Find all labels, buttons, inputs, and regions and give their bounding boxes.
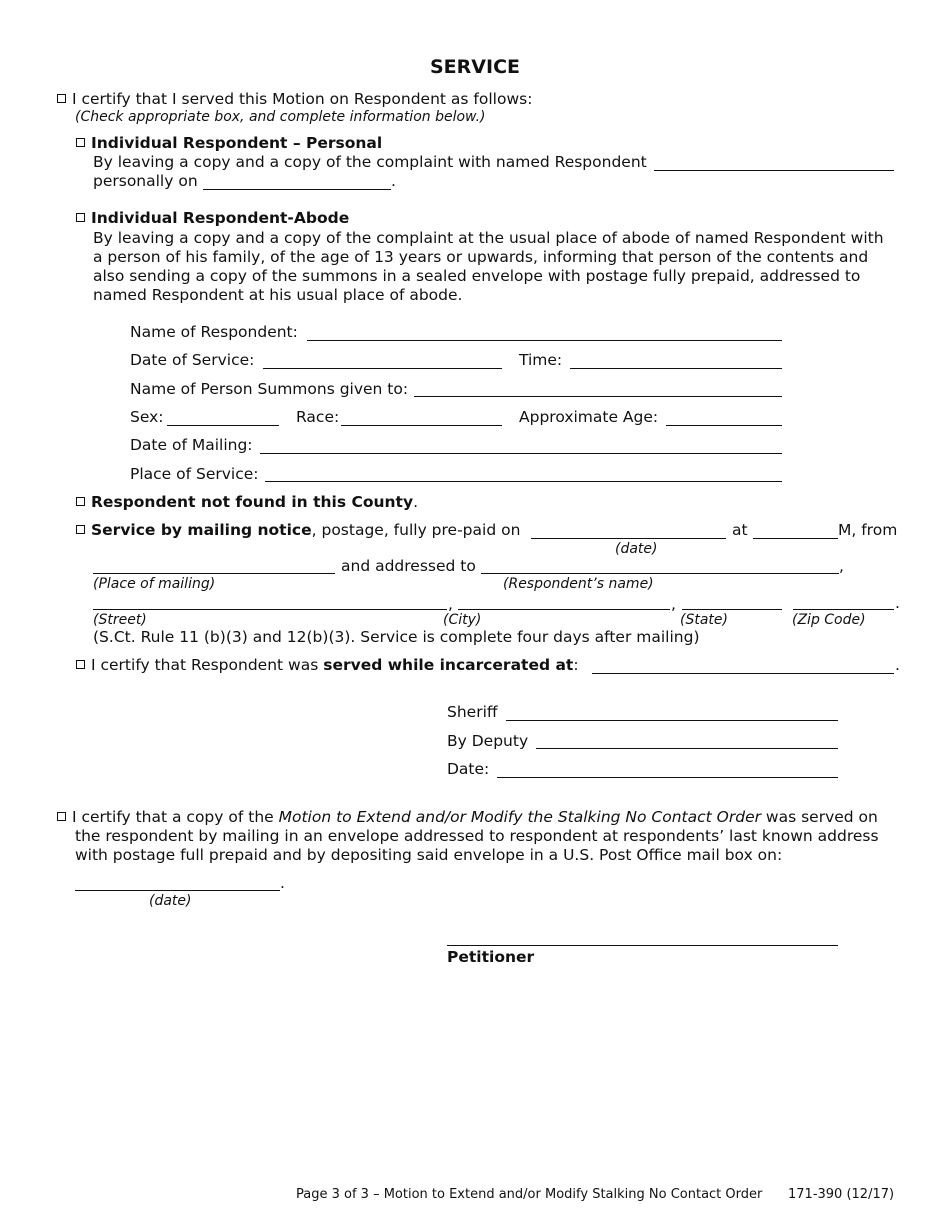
approx-age-field[interactable] [666,425,782,426]
zip-period: . [895,594,900,612]
copy-cert-period: . [280,874,285,892]
abode-line-3: also sending a copy of the summons in a sealed envelope with postage fully prepaid, addressed to [93,267,861,285]
mailing-date-caption: (date) [615,541,658,557]
addressed-to-label: and addressed to [341,557,476,575]
place-of-service-field[interactable] [265,481,782,482]
street-caption: (Street) [93,612,147,628]
personal-respondent-field[interactable] [654,170,894,171]
personal-period: . [391,172,396,190]
personal-text1: By leaving a copy and a copy of the complaint with named Respondent [93,153,647,171]
time-field[interactable] [570,368,782,369]
footer-form-number: 171-390 (12/17) [788,1187,895,1202]
personal-text2: personally on [93,172,198,190]
copy-cert-date-field[interactable] [75,890,280,891]
incarcerated-period: . [895,656,900,674]
sheriff-field[interactable] [506,720,838,721]
mailing-date-field[interactable] [531,538,726,539]
personal-heading: Individual Respondent – Personal [91,134,383,152]
sheriff-label: Sheriff [447,703,498,721]
footer-page: Page 3 of 3 – Motion to Extend and/or Modify Stalking No Contact Order [296,1187,763,1202]
abode-checkbox[interactable] [76,213,85,222]
cert-served-checkbox[interactable] [57,94,66,103]
page-title: SERVICE [430,56,520,78]
sig-date-field[interactable] [497,777,838,778]
cert-served-note: (Check appropriate box, and complete information below.) [75,109,486,125]
personal-checkbox[interactable] [76,138,85,147]
rule-text: (S.Ct. Rule 11 (b)(3) and 12(b)(3). Service is complete four days after mailing) [93,628,700,646]
cert-served-label: I certify that I served this Motion on Respondent as follows: [72,90,533,108]
abode-row [76,209,349,228]
respondent-name-field[interactable] [481,573,839,574]
place-of-service-label: Place of Service: [130,465,259,483]
time-label: Time: [519,351,563,369]
deputy-field[interactable] [536,748,838,749]
sex-label: Sex: [130,408,164,426]
incarcerated-checkbox[interactable] [76,660,85,669]
date-of-mailing-label: Date of Mailing: [130,436,253,454]
race-field[interactable] [341,425,502,426]
deputy-label: By Deputy [447,732,529,750]
place-of-mailing-caption: (Place of mailing) [93,576,216,592]
addressed-comma: , [839,557,844,575]
date-of-service-label: Date of Service: [130,351,255,369]
approx-age-label: Approximate Age: [519,408,659,426]
date-of-service-field[interactable] [263,368,502,369]
mailing-time-field[interactable] [753,538,838,539]
date-of-mailing-field[interactable] [260,453,782,454]
cert-served-row [57,90,532,109]
copy-cert-checkbox[interactable] [57,812,66,821]
incarcerated-bold: served while incarcerated at [323,656,574,674]
copy-cert-line2: the respondent by mailing in an envelope addressed to respondent at respondents’ last known address [75,827,879,845]
copy-cert-row [57,808,878,827]
sig-date-label: Date: [447,760,490,778]
not-found-row [76,493,418,512]
zip-caption: (Zip Code) [792,612,866,628]
city-comma: , [671,595,676,613]
place-of-mailing-field[interactable] [93,573,335,574]
mailing-text: , postage, fully pre-paid on [311,521,521,539]
incarcerated-post: : [573,656,579,674]
abode-heading: Individual Respondent-Abode [91,209,350,227]
respondent-name-caption: (Respondent’s name) [503,576,654,592]
copy-cert-date-caption: (date) [149,893,192,909]
person-given-label: Name of Person Summons given to: [130,380,409,398]
name-of-respondent-field[interactable] [307,340,782,341]
street-comma: , [448,595,453,613]
mailing-m-from: M, from [838,521,898,539]
city-field[interactable] [458,609,670,610]
incarcerated-row [76,656,579,675]
copy-cert-pre: I certify that a copy of the [72,808,279,826]
personal-row [76,134,382,153]
mailing-row [76,521,520,540]
personal-date-field[interactable] [203,189,391,190]
not-found-checkbox[interactable] [76,497,85,506]
abode-line-4: named Respondent at his usual place of abode. [93,286,463,304]
race-label: Race: [296,408,340,426]
mailing-checkbox[interactable] [76,525,85,534]
sex-field[interactable] [167,425,279,426]
street-field[interactable] [93,609,447,610]
incarcerated-field[interactable] [592,673,894,674]
zip-field[interactable] [793,609,894,610]
state-caption: (State) [680,612,728,628]
abode-line-2: a person of his family, of the age of 13 years or upwards, informing that person of the contents and [93,248,869,266]
person-given-field[interactable] [414,396,782,397]
mailing-at: at [732,521,748,539]
copy-cert-line3: with postage full prepaid and by depositing said envelope in a U.S. Post Office mail box on: [75,846,783,864]
petitioner-label: Petitioner [447,948,535,966]
abode-line-1: By leaving a copy and a copy of the complaint at the usual place of abode of named Respondent with [93,229,884,247]
name-of-respondent-label: Name of Respondent: [130,323,298,341]
petitioner-signature-field[interactable] [447,945,838,946]
not-found-period: . [413,493,419,511]
not-found-label: Respondent not found in this County [91,493,414,511]
city-caption: (City) [443,612,482,628]
incarcerated-pre: I certify that Respondent was [91,656,324,674]
copy-cert-italic: Motion to Extend and/or Modify the Stalking No Contact Order [278,808,761,826]
state-field[interactable] [682,609,782,610]
mailing-bold: Service by mailing notice [91,521,312,539]
copy-cert-post: was served on [760,808,878,826]
